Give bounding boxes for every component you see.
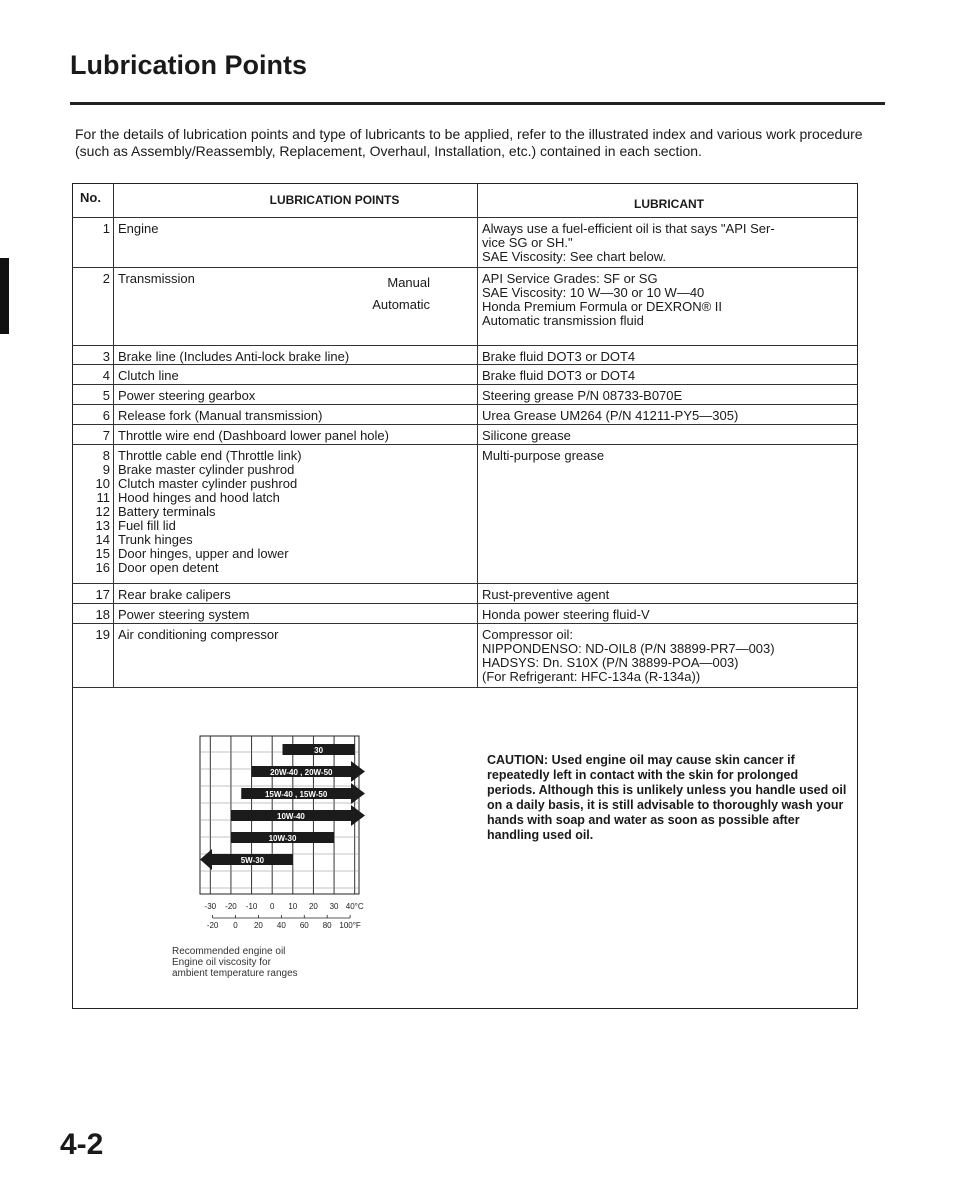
x-tick-label-celsius: 30 xyxy=(329,902,339,911)
x-tick-label-fahrenheit: 80 xyxy=(322,921,332,930)
oil-grade-label: 30 xyxy=(314,746,324,755)
lubricant: Compressor oil: NIPPONDENSO: ND-OIL8 (P/N 38899-PR7—003) HADSYS: Dn. S10X (P/N 38899-POA—003) (For Refrigerant: HFC-134a (R-134a)) xyxy=(482,627,775,684)
table-row xyxy=(72,346,858,365)
x-tick-label-celsius: -10 xyxy=(245,902,258,911)
x-tick-label-fahrenheit: 20 xyxy=(253,921,263,930)
lubricant: Urea Grease UM264 (P/N 41211-PY5—305) xyxy=(482,408,739,423)
lubricant: Steering grease P/N 08733-B070E xyxy=(482,388,683,403)
lubrication-point: Clutch line xyxy=(118,368,179,383)
title-rule xyxy=(70,102,885,105)
x-tick-label-celsius: 0 xyxy=(269,902,275,911)
row-number: 3 xyxy=(102,349,110,364)
oil-grade-label: 5W-30 xyxy=(240,856,265,865)
row-number: 1 xyxy=(102,221,110,236)
lubrication-point: Release fork (Manual transmission) xyxy=(118,408,323,423)
lubrication-point: Throttle wire end (Dashboard lower panel hole) xyxy=(118,428,389,443)
lubricant: Brake fluid DOT3 or DOT4 xyxy=(482,368,636,383)
lubrication-point: Throttle cable end (Throttle link) Brake master cylinder pushrod Clutch master cylinder pushrod Hood hinges and hood latch Battery terminals Fuel fill lid Trunk hinges Door hinges, upper and lower Door open detent xyxy=(118,448,302,575)
x-tick-label-celsius: 10 xyxy=(288,902,298,911)
lubrication-point: Air conditioning compressor xyxy=(118,627,279,642)
x-tick-label-fahrenheit: 0 xyxy=(233,921,238,930)
divider-lubricant-column xyxy=(477,183,478,687)
lubricant: Always use a fuel-efficient oil is that says "API Ser- vice SG or SH." SAE Viscosity: See chart below. xyxy=(482,221,775,264)
intro-text: For the details of lubrication points and type of lubricants to be applied, refer to the illustrated index and various work procedure (such as Assembly/Reassembly, Replacement, Overhaul, Installation, etc.) contained in each section. xyxy=(75,126,863,159)
lubricant: Brake fluid DOT3 or DOT4 xyxy=(482,349,636,364)
x-tick-label-fahrenheit: 100°F xyxy=(339,921,361,930)
x-tick-label-fahrenheit: 60 xyxy=(299,921,309,930)
lubricant: API Service Grades: SF or SG SAE Viscosity: 10 W—30 or 10 W—40 Honda Premium Formula or DEXRON® II Automatic transmission fluid xyxy=(482,271,723,328)
oil-viscosity-chart xyxy=(170,732,420,1022)
header-lubrication-points: LUBRICATION POINTS xyxy=(269,193,400,207)
header-no: No. xyxy=(80,190,101,205)
oil-grade-label: 10W-30 xyxy=(268,834,297,843)
row-number: 8 9 10 11 12 13 14 15 16 xyxy=(95,448,110,575)
section-tab-marker xyxy=(0,258,9,334)
table-row xyxy=(72,624,858,688)
table-row xyxy=(72,365,858,385)
table-row xyxy=(72,445,858,584)
lubricant: Honda power steering fluid-V xyxy=(482,607,650,622)
x-tick-label-celsius: 40°C xyxy=(345,902,364,911)
table-row xyxy=(72,584,858,604)
lubricant: Multi-purpose grease xyxy=(482,448,605,463)
row-number: 18 xyxy=(95,607,110,622)
table-row xyxy=(72,268,858,346)
x-tick-label-celsius: -30 xyxy=(204,902,217,911)
lubrication-point: Transmission xyxy=(118,271,195,286)
lubrication-point: Power steering gearbox xyxy=(118,388,256,403)
caution-text: CAUTION: Used engine oil may cause skin cancer if repeatedly left in contact with the skin for prolonged periods. Although this is unlikely unless you handle used oil on a daily basis, it is still advisable to thoroughly wash your hands with soap and water as soon as possible after handling used oil. xyxy=(487,753,847,842)
table-header xyxy=(72,183,858,218)
lubrication-point: Engine xyxy=(118,221,159,236)
x-tick-label-celsius: -20 xyxy=(225,902,237,911)
row-number: 17 xyxy=(95,587,110,602)
lubrication-point: Rear brake calipers xyxy=(118,587,231,602)
header-lubricant: LUBRICANT xyxy=(634,197,704,211)
oil-grade-label: 15W-40 , 15W-50 xyxy=(264,790,328,799)
row-number: 2 xyxy=(102,271,110,286)
table-row xyxy=(72,405,858,425)
point-variant: Manual Automatic xyxy=(372,275,430,312)
table-row xyxy=(72,604,858,624)
lubricant: Silicone grease xyxy=(482,428,571,443)
chart-caption: Engine oil viscosity for xyxy=(172,957,271,968)
oil-grade-label: 10W-40 xyxy=(277,812,305,821)
row-number: 19 xyxy=(95,627,110,642)
row-number: 4 xyxy=(102,368,110,383)
lubrication-point: Power steering system xyxy=(118,607,250,622)
table-row xyxy=(72,425,858,445)
row-number: 5 xyxy=(102,388,110,403)
lubrication-point: Brake line (Includes Anti-lock brake line) xyxy=(118,349,350,364)
lubrication-table xyxy=(72,183,858,688)
lubricant: Rust-preventive agent xyxy=(482,587,610,602)
table-row xyxy=(72,385,858,405)
chart-caption: Recommended engine oil xyxy=(172,946,286,957)
divider-no-column xyxy=(113,183,114,687)
x-tick-label-celsius: 20 xyxy=(308,902,318,911)
chart-caption: ambient temperature ranges xyxy=(172,968,298,979)
x-tick-label-fahrenheit: 40 xyxy=(276,921,286,930)
table-row xyxy=(72,218,858,268)
page-number: 4-2 xyxy=(60,1128,104,1161)
row-number: 7 xyxy=(102,428,110,443)
x-tick-label-fahrenheit: -20 xyxy=(206,921,219,930)
page-title: Lubrication Points xyxy=(70,50,308,80)
row-number: 6 xyxy=(102,408,110,423)
oil-grade-label: 20W-40 , 20W-50 xyxy=(270,768,333,777)
